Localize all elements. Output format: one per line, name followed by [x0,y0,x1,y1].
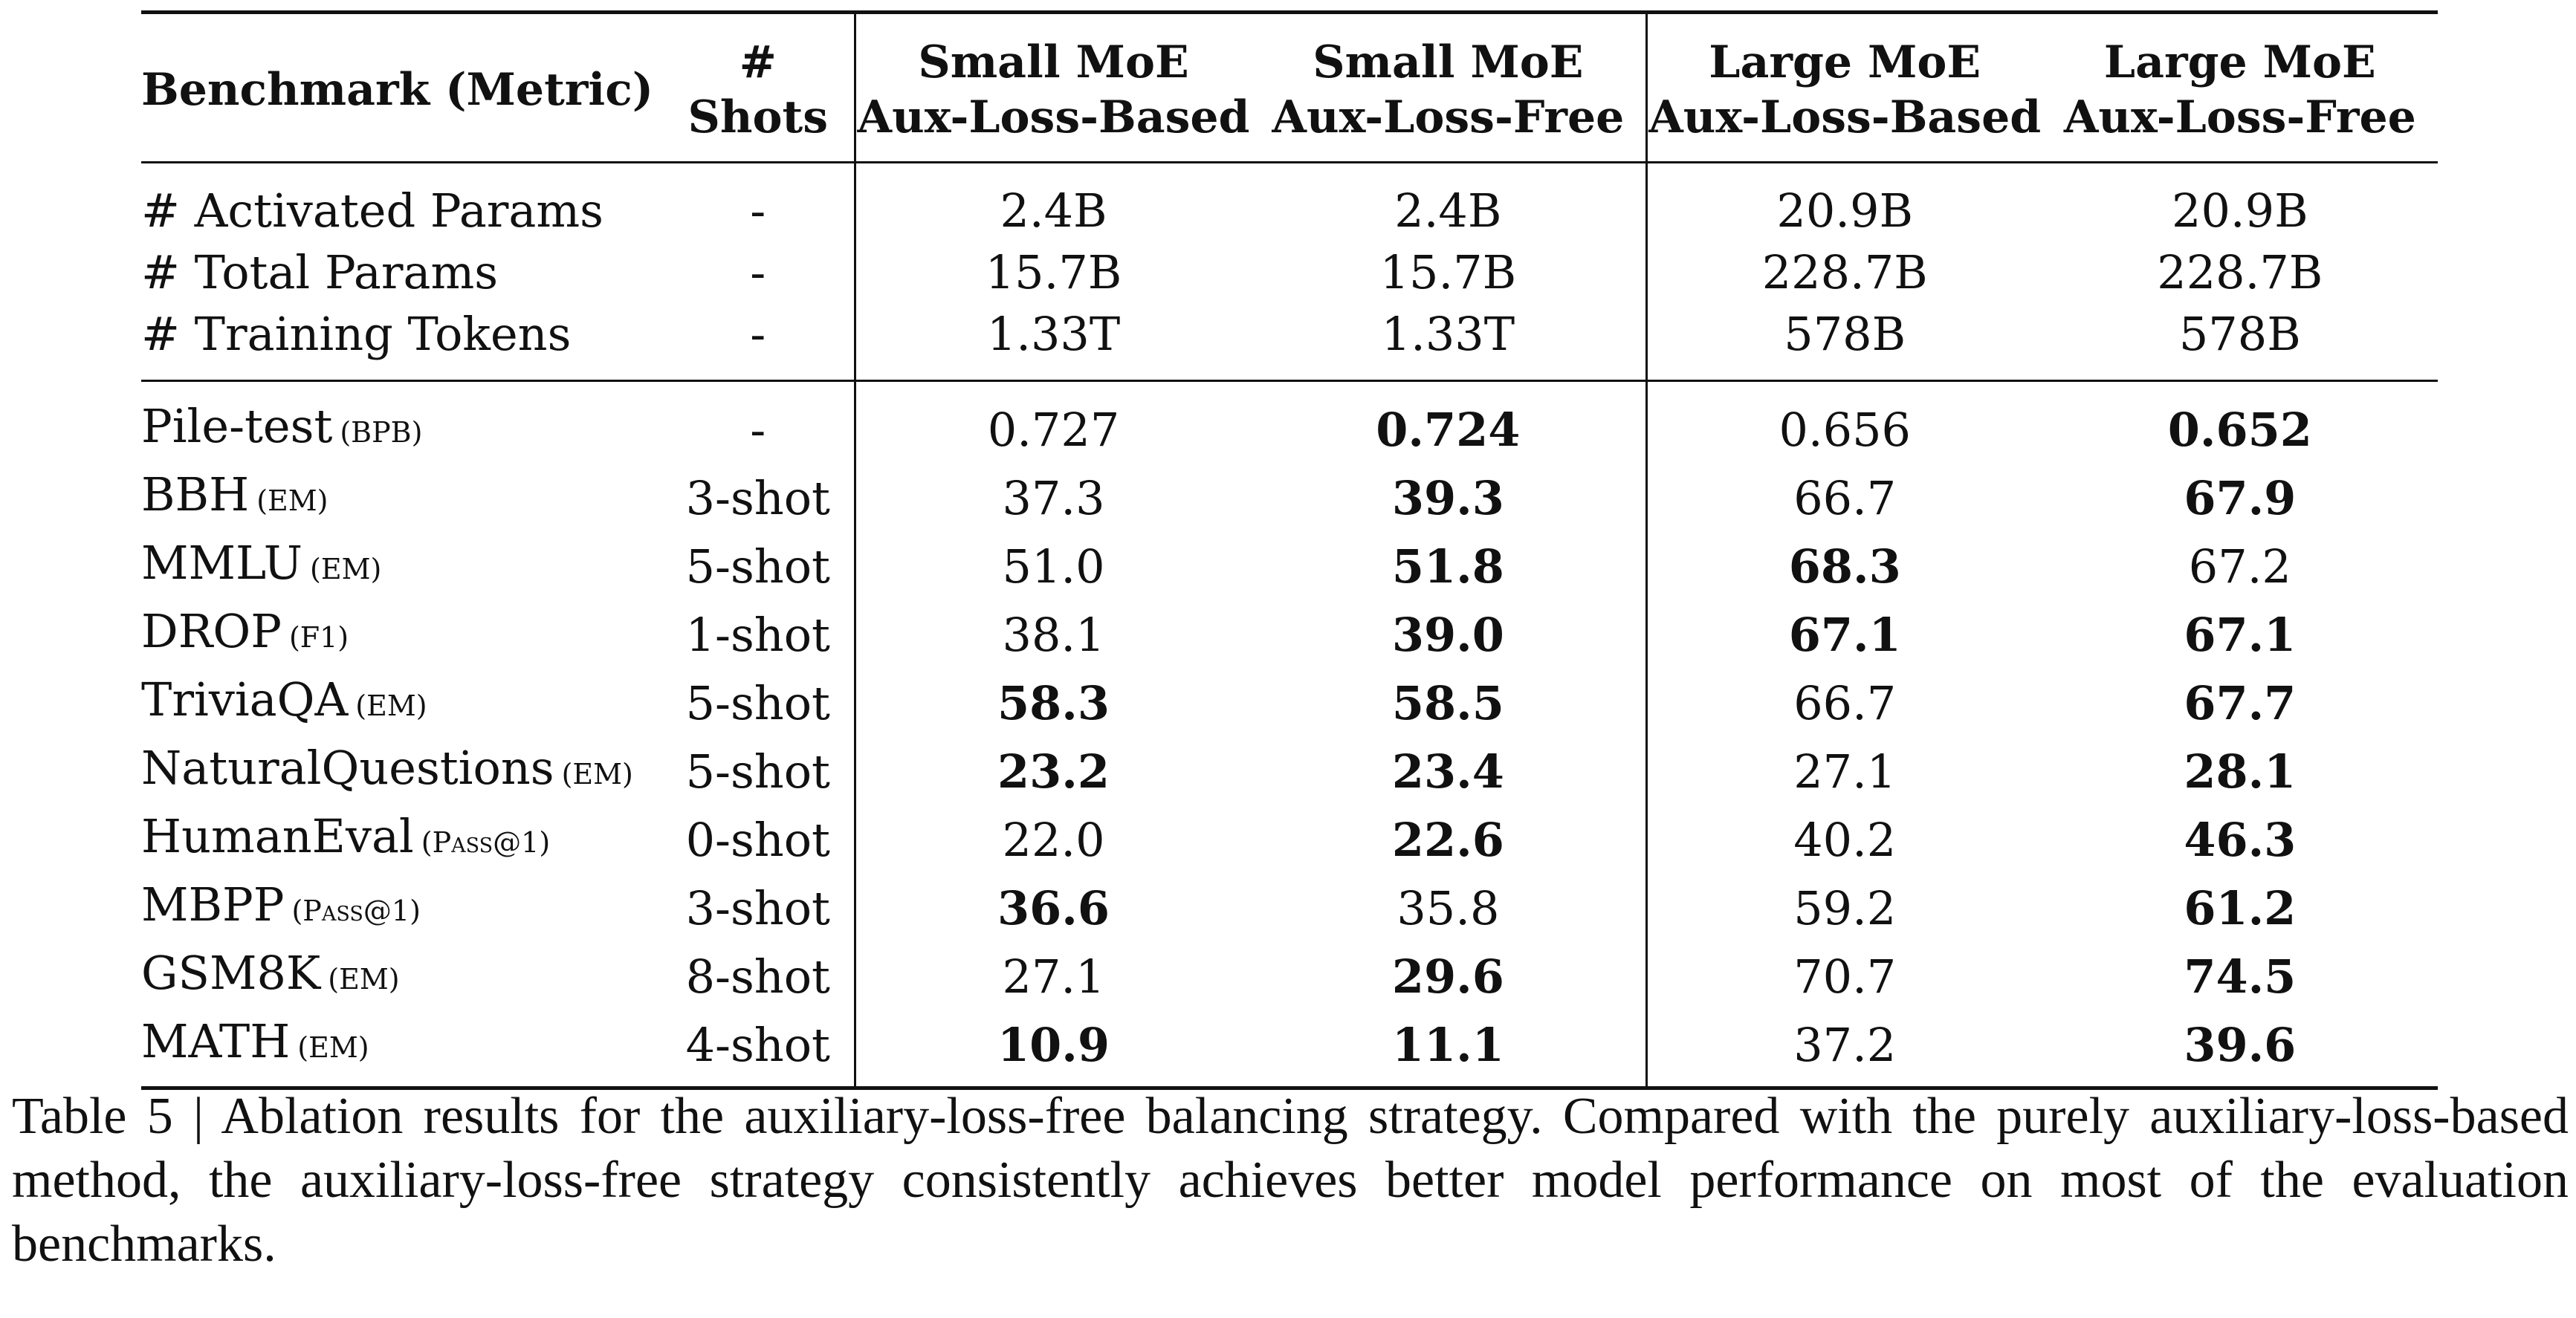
cell-large-aux-based: 40.2 [1646,805,2042,874]
cell-small-aux-free: 58.5 [1391,675,1504,730]
row-benchmark-name: # Training Tokens [141,307,572,361]
header-large-aux-based [1646,13,2042,163]
cell-large-aux-free: 74.5 [2184,949,2297,1004]
table-row [141,942,2438,1010]
header-small-aux-based [855,13,1251,163]
cell-large-aux-free: 20.9B [2172,184,2308,238]
cell-small-aux-based: 23.2 [855,737,1251,805]
cell-small-aux-free: 2.4B [1394,184,1502,238]
cell-small-aux-free: 39.0 [1391,607,1504,662]
cell-small-aux-free: 1.33T [1381,307,1515,361]
caption-label: Table 5 | [12,1088,221,1145]
header-small-aux-based-line2: Aux-Loss-Based [857,91,1250,143]
row-benchmark-cell [141,942,661,1010]
cell-large-aux-free: 67.7 [2184,675,2297,730]
table-row [141,163,2438,242]
row-shots: 5-shot [685,744,830,799]
row-shots: 4-shot [685,1017,830,1072]
row-metric: (Pass@1) [291,895,421,927]
table-row [141,303,2438,381]
cell-large-aux-free: 228.7B [2157,245,2323,299]
cell-small-aux-based: 22.0 [855,805,1251,874]
table-row [141,381,2438,464]
header-large-aux-free-line1: Large MoE [2103,36,2376,88]
row-benchmark-name: Pile-test [141,399,333,453]
table-row [141,874,2438,942]
row-benchmark-name: TriviaQA [141,672,349,727]
row-benchmark-name: # Total Params [141,245,499,299]
cell-large-aux-free: 46.3 [2184,812,2297,867]
header-large-aux-based-line2: Aux-Loss-Based [1648,91,2042,143]
cell-small-aux-based: 10.9 [855,1010,1251,1088]
table-row [141,600,2438,669]
row-benchmark-cell [141,163,661,242]
row-benchmark-name: GSM8K [141,946,321,1000]
table-caption [12,1085,2569,1276]
cell-small-aux-based: 0.727 [855,381,1251,464]
row-metric: (EM) [561,758,633,791]
row-benchmark-cell [141,1010,661,1088]
row-benchmark-cell [141,241,661,303]
header-large-aux-free-line2: Aux-Loss-Free [2063,91,2416,143]
header-small-aux-free-line1: Small MoE [1313,36,1584,88]
row-benchmark-name: # Activated Params [141,184,603,238]
caption-text: Ablation results for the auxiliary-loss-free balancing strategy. Compared with the purely auxiliary-loss-based method, the auxiliary-loss-free strategy consistently achieves better model performance on most of the evaluation benchmarks. [12,1088,2569,1273]
header-row [141,13,2438,163]
row-metric: (F1) [288,621,349,654]
row-benchmark-cell [141,303,661,381]
header-small-aux-free [1251,13,1646,163]
cell-large-aux-based: 66.7 [1646,464,2042,532]
cell-large-aux-based: 67.1 [1646,600,2042,669]
row-shots: 5-shot [685,675,830,730]
row-benchmark-name: HumanEval [141,809,414,863]
row-benchmark-cell [141,805,661,874]
cell-small-aux-free: 51.8 [1391,539,1504,594]
row-shots: - [750,245,766,299]
row-shots: - [750,307,766,361]
row-metric: (Pass@1) [421,826,551,859]
cell-large-aux-based: 68.3 [1646,532,2042,600]
cell-large-aux-free: 578B [2178,307,2301,361]
table-row [141,464,2438,532]
cell-large-aux-free: 28.1 [2184,744,2297,799]
cell-large-aux-free: 39.6 [2184,1017,2297,1072]
row-shots: - [750,184,766,238]
row-benchmark-cell [141,381,661,464]
cell-small-aux-free: 35.8 [1397,880,1500,935]
table-row [141,1010,2438,1088]
row-shots: 3-shot [685,880,830,935]
row-shots: 3-shot [685,470,830,525]
cell-small-aux-based: 2.4B [855,163,1251,242]
cell-small-aux-free: 11.1 [1391,1017,1504,1072]
row-benchmark-cell [141,737,661,805]
row-benchmark-name: MMLU [141,536,302,590]
cell-small-aux-free: 0.724 [1376,402,1521,457]
header-large-aux-free [2042,13,2438,163]
cell-large-aux-based: 20.9B [1646,163,2042,242]
cell-large-aux-free: 67.1 [2184,607,2297,662]
header-large-aux-based-line1: Large MoE [1709,36,1981,88]
header-shots: # Shots [687,36,829,143]
header-small-aux-free-line2: Aux-Loss-Free [1272,91,1625,143]
row-benchmark-cell [141,532,661,600]
row-metric: (BPB) [340,416,423,449]
cell-small-aux-based: 38.1 [855,600,1251,669]
row-metric: (EM) [310,553,382,585]
row-shots: 5-shot [685,539,830,594]
cell-small-aux-based: 1.33T [855,303,1251,381]
row-shots: 0-shot [685,812,830,867]
row-benchmark-cell [141,600,661,669]
cell-small-aux-free: 22.6 [1391,812,1504,867]
row-metric: (EM) [355,689,427,722]
cell-large-aux-based: 27.1 [1646,737,2042,805]
cell-large-aux-based: 228.7B [1646,241,2042,303]
cell-large-aux-based: 66.7 [1646,669,2042,737]
row-metric: (EM) [297,1031,369,1064]
cell-large-aux-based: 59.2 [1646,874,2042,942]
table-header [141,13,2438,163]
benchmark-rows [141,381,2438,1088]
row-shots: 8-shot [685,949,830,1004]
table-row [141,805,2438,874]
cell-large-aux-based: 578B [1646,303,2042,381]
cell-small-aux-free: 39.3 [1391,470,1504,525]
table-row [141,241,2438,303]
cell-large-aux-free: 61.2 [2184,880,2297,935]
ablation-results-table [141,10,2438,1090]
row-metric: (EM) [328,963,400,996]
cell-large-aux-free: 0.652 [2167,402,2312,457]
cell-large-aux-based: 37.2 [1646,1010,2042,1088]
cell-small-aux-based: 15.7B [855,241,1251,303]
cell-small-aux-free: 23.4 [1391,744,1504,799]
cell-large-aux-based: 70.7 [1646,942,2042,1010]
header-small-aux-based-line1: Small MoE [918,36,1189,88]
row-benchmark-name: NaturalQuestions [141,741,554,795]
row-benchmark-name: MBPP [141,877,285,932]
row-benchmark-cell [141,464,661,532]
table-row [141,737,2438,805]
row-metric: (EM) [256,484,329,517]
param-rows [141,163,2438,381]
cell-large-aux-based: 0.656 [1646,381,2042,464]
row-benchmark-cell [141,669,661,737]
cell-large-aux-free: 67.9 [2184,470,2297,525]
cell-small-aux-based: 27.1 [855,942,1251,1010]
cell-large-aux-free: 67.2 [2188,539,2291,594]
cell-small-aux-based: 37.3 [855,464,1251,532]
table-row [141,669,2438,737]
row-shots: - [750,402,766,457]
cell-small-aux-free: 29.6 [1391,949,1504,1004]
row-benchmark-name: MATH [141,1014,291,1068]
row-benchmark-name: BBH [141,467,250,522]
results-table-container [141,10,2438,1090]
header-benchmark: Benchmark (Metric) [141,64,654,116]
cell-small-aux-based: 58.3 [855,669,1251,737]
row-shots: 1-shot [685,607,830,662]
row-benchmark-name: DROP [141,604,282,658]
row-benchmark-cell [141,874,661,942]
cell-small-aux-based: 51.0 [855,532,1251,600]
table-row [141,532,2438,600]
cell-small-aux-based: 36.6 [855,874,1251,942]
cell-small-aux-free: 15.7B [1379,245,1517,299]
